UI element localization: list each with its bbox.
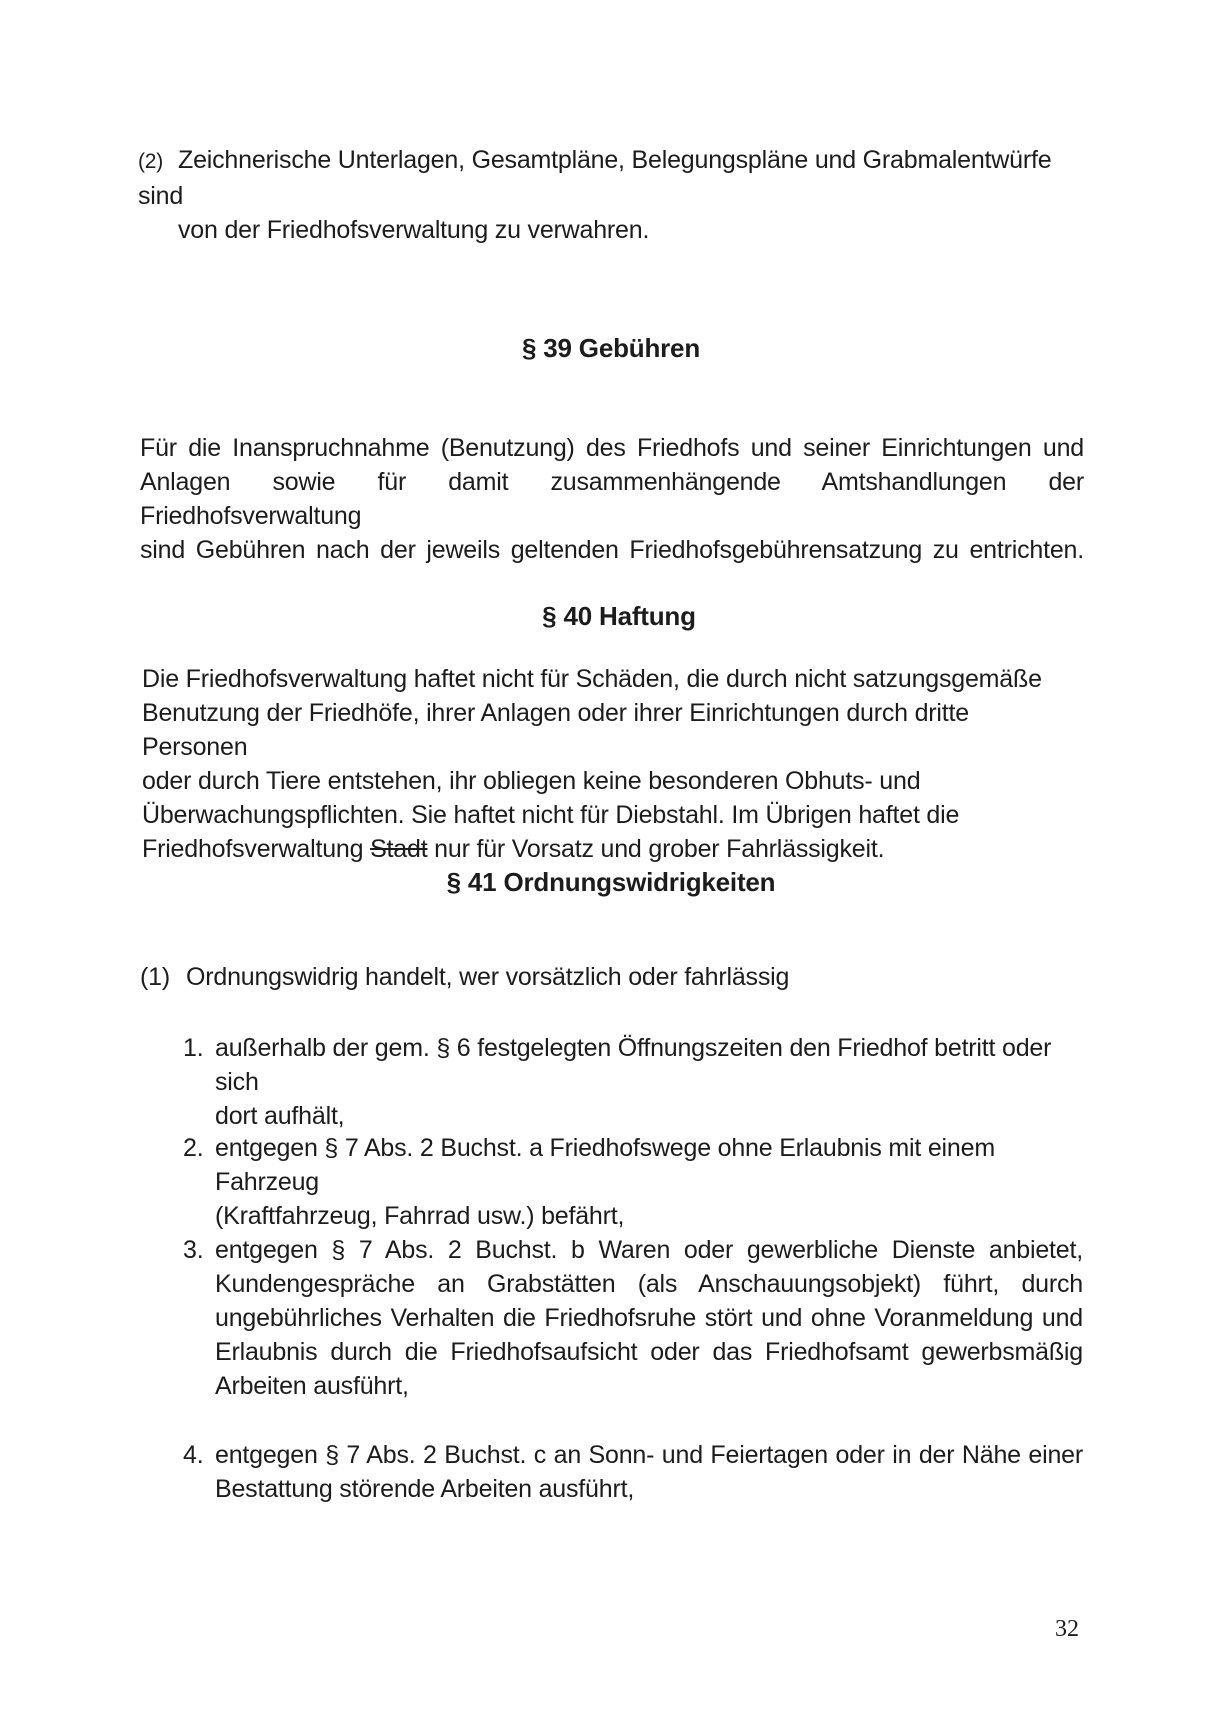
text-line: Anlagen sowie für damit zusammenhängende Amtshandlungen der Friedhofsverwaltung — [140, 468, 1084, 530]
section-39-heading: § 39 Gebühren — [521, 333, 701, 363]
list-item-line: außerhalb der gem. § 6 festgelegten Öffnungszeiten den Friedhof betritt oder sich — [215, 1034, 1052, 1096]
absatz-number: (1) — [140, 963, 170, 991]
section-40-heading: § 40 Haftung — [542, 601, 696, 631]
list-item-number: 1. — [183, 1034, 204, 1062]
list-item — [183, 1233, 1083, 1403]
section-39-text — [140, 431, 1084, 567]
text-line: Für die Inanspruchnahme (Benutzung) des Friedhofs und seiner Einrichtungen und — [140, 434, 1084, 462]
list-item-number: 3. — [183, 1236, 204, 1264]
section-40-text — [142, 662, 1062, 866]
list-item-line: entgegen § 7 Abs. 2 Buchst. c an Sonn- und Feiertagen oder in der Nähe einer — [215, 1441, 1083, 1469]
list-item-line: (Kraftfahrzeug, Fahrrad usw.) befährt, — [215, 1202, 625, 1230]
text-segment: nur für Vorsatz und grober Fahrlässigkeit. — [427, 835, 885, 863]
list-item — [183, 1438, 1083, 1506]
text-line: Überwachungspflichten. Sie haftet nicht für Diebstahl. Im Übrigen haftet die — [142, 801, 960, 829]
list-item — [183, 1131, 1083, 1233]
list-item-number: 2. — [183, 1134, 204, 1162]
text-line: sind Gebühren nach der jeweils geltenden Friedhofsgebührensatzung zu entrichten. — [140, 536, 1084, 564]
paragraph-line: Zeichnerische Unterlagen, Gesamtpläne, Belegungspläne und Grabmalentwürfe sind — [138, 146, 1052, 210]
text-line: Die Friedhofsverwaltung haftet nicht für Schäden, die durch nicht satzungsgemäße — [142, 665, 1042, 693]
list-item-line: ungebührliches Verhalten die Friedhofsruhe stört und ohne Voranmeldung und — [215, 1304, 1083, 1332]
struck-word: Stadt — [370, 835, 428, 863]
list-item-line: Kundengespräche an Grabstätten (als Anschauungsobjekt) führt, durch — [215, 1270, 1083, 1298]
text-segment: Friedhofsverwaltung — [142, 835, 371, 863]
list-item-line: dort aufhält, — [215, 1102, 345, 1130]
list-item — [183, 1031, 1083, 1133]
paragraph-line: von der Friedhofsverwaltung zu verwahren. — [178, 216, 650, 244]
text-line: oder durch Tiere entstehen, ihr obliegen keine besonderen Obhuts- und — [142, 767, 921, 795]
list-item-number: 4. — [183, 1441, 204, 1469]
paragraph-number: (2) — [138, 150, 164, 173]
page-number: 32 — [1055, 1616, 1079, 1642]
list-item-line: Arbeiten ausführt, — [215, 1372, 409, 1400]
text-line — [142, 832, 1062, 866]
list-item-line: Bestattung störende Arbeiten ausführt, — [215, 1475, 635, 1503]
text-line: Benutzung der Friedhöfe, ihrer Anlagen oder ihrer Einrichtungen durch dritte Personen — [142, 699, 969, 761]
paragraph-2 — [138, 143, 1078, 247]
section-41-absatz-1 — [140, 960, 1040, 994]
list-item-line: entgegen § 7 Abs. 2 Buchst. a Friedhofswege ohne Erlaubnis mit einem Fahrzeug — [215, 1134, 995, 1196]
list-item-line: entgegen § 7 Abs. 2 Buchst. b Waren oder gewerbliche Dienste anbietet, — [215, 1236, 1083, 1264]
section-41-heading: § 41 Ordnungswidrigkeiten — [446, 867, 776, 897]
list-item-line: Erlaubnis durch die Friedhofsaufsicht oder das Friedhofsamt gewerbsmäßig — [215, 1338, 1083, 1366]
absatz-text: Ordnungswidrig handelt, wer vorsätzlich oder fahrlässig — [186, 963, 790, 991]
